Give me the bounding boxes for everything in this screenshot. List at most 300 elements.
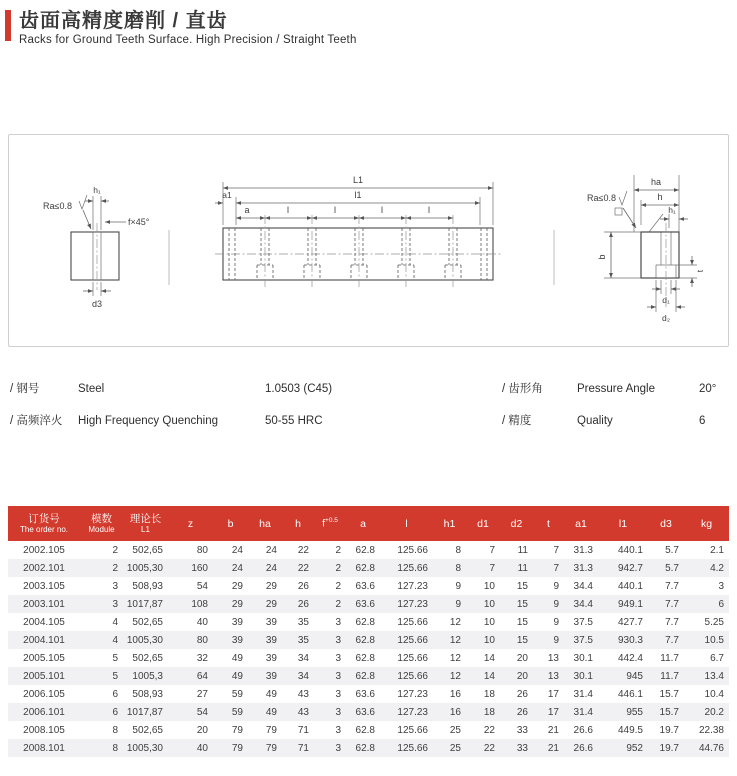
table-cell: 22 [483, 742, 495, 754]
dim-label-l-1: l [287, 205, 289, 215]
table-cell: 6 [112, 688, 118, 700]
table-cell: 49 [265, 706, 277, 718]
table-cell: 20 [516, 670, 528, 682]
table-cell: 37.5 [573, 616, 593, 628]
table-header [8, 506, 729, 541]
table-cell: 17 [547, 706, 559, 718]
table-cell: 40 [196, 616, 208, 628]
table-cell: 442.4 [617, 652, 643, 664]
table-cell: 125.66 [397, 634, 428, 646]
table-cell: 24 [231, 544, 243, 556]
table-cell: 6.7 [710, 652, 724, 664]
spec-value-steel: 1.0503 (C45) [265, 383, 333, 395]
table-cell: 8 [112, 742, 118, 754]
table-row [8, 703, 729, 721]
table-cell: 127.23 [397, 598, 428, 610]
table-cell: 4.2 [710, 562, 724, 574]
table-cell: 11.7 [660, 670, 679, 682]
table-cell: 16 [449, 688, 461, 700]
red-accent-bar [5, 10, 11, 41]
table-cell: 32 [196, 652, 208, 664]
table-cell: 125.66 [397, 616, 428, 628]
table-cell: 3 [335, 706, 341, 718]
table-cell: 26 [297, 580, 309, 592]
page-subtitle: Racks for Ground Teeth Surface. High Precision / Straight Teeth [19, 34, 357, 46]
table-cell: 63.6 [355, 706, 375, 718]
table-cell: 125.66 [397, 544, 428, 556]
table-cell: 39 [265, 652, 277, 664]
table-cell: 2 [112, 562, 118, 574]
table-cell: 71 [297, 742, 309, 754]
table-cell: 12 [449, 616, 461, 628]
table-cell: 2003.105 [23, 580, 65, 592]
table-cell: 39 [265, 616, 277, 628]
right-section-view [587, 175, 705, 323]
spec-label-quality: / 精度 [502, 415, 532, 427]
table-cell: 5 [112, 670, 118, 682]
column-header: l1 [598, 506, 648, 541]
table-cell: 1005,30 [126, 742, 163, 754]
table-cell: 59 [231, 706, 243, 718]
table-cell: 2002.101 [23, 562, 65, 574]
table-cell: 127.23 [397, 688, 428, 700]
table-cell: 1005,30 [126, 562, 163, 574]
table-cell: 12 [449, 652, 461, 664]
table-cell: 9 [553, 598, 559, 610]
table-cell: 43 [297, 688, 309, 700]
table-row [8, 631, 729, 649]
table-cell: 125.66 [397, 742, 428, 754]
dim-label-a: a [244, 205, 250, 215]
table-cell: 3 [335, 652, 341, 664]
table-cell: 5.25 [704, 616, 724, 628]
table-cell: 9 [553, 634, 559, 646]
table-cell: 33 [516, 724, 528, 736]
dim-label-h: h [657, 192, 663, 202]
table-cell: 30.1 [573, 652, 593, 664]
table-row [8, 667, 729, 685]
table-cell: 8 [455, 544, 461, 556]
table-cell: 20 [196, 724, 208, 736]
table-cell: 4 [112, 616, 118, 628]
column-header: d3 [648, 506, 684, 541]
table-cell: 24 [265, 544, 277, 556]
table-cell: 37.5 [573, 634, 593, 646]
table-cell: 33 [516, 742, 528, 754]
table-cell: 21 [547, 742, 559, 754]
column-header: a1 [564, 506, 598, 541]
spec-row-steel [10, 380, 502, 396]
table-cell: 3 [335, 634, 341, 646]
column-header: 理论长 L1 [123, 506, 168, 541]
table-cell: 3 [718, 580, 724, 592]
table-cell: 508,93 [132, 580, 163, 592]
table-cell: 4 [112, 634, 118, 646]
table-cell: 20 [516, 652, 528, 664]
spec-name-pressure-angle: Pressure Angle [577, 383, 655, 395]
table-cell: 63.6 [355, 688, 375, 700]
table-cell: 15 [516, 598, 528, 610]
spec-name-steel: Steel [78, 383, 105, 395]
table-cell: 2 [335, 598, 341, 610]
spec-row-quenching [10, 412, 502, 428]
spec-name-quenching: High Frequency Quenching [78, 415, 218, 427]
table-cell: 427.7 [617, 616, 643, 628]
table-cell: 21 [547, 724, 559, 736]
table-cell: 22.38 [698, 724, 724, 736]
table-cell: 125.66 [397, 724, 428, 736]
column-header: $f^{+0.5}$ [314, 506, 346, 541]
table-cell: 2004.101 [23, 634, 65, 646]
table-cell: 2003.101 [23, 598, 65, 610]
center-front-view [215, 175, 501, 287]
table-cell: 29 [265, 580, 277, 592]
column-header: h1 [433, 506, 466, 541]
table-cell: 12 [449, 670, 461, 682]
table-cell: 9 [455, 598, 461, 610]
table-cell: 440.1 [617, 580, 643, 592]
table-cell: 125.66 [397, 652, 428, 664]
counterbore-holes [257, 215, 461, 287]
table-cell: 125.66 [397, 670, 428, 682]
table-cell: 20.2 [704, 706, 724, 718]
table-cell: 14 [483, 670, 495, 682]
column-header: z [168, 506, 213, 541]
table-cell: 18 [483, 688, 495, 700]
table-cell: 502,65 [132, 616, 163, 628]
table-cell: 19.7 [659, 742, 679, 754]
table-cell: 952 [626, 742, 643, 754]
specs-left-column [10, 380, 502, 444]
table-cell: 31.4 [573, 706, 593, 718]
table-cell: 3 [335, 670, 341, 682]
table-cell: 945 [626, 670, 643, 682]
table-cell: 949.1 [617, 598, 643, 610]
table-cell: 34.4 [573, 580, 593, 592]
table-cell: 3 [335, 742, 341, 754]
table-cell: 3 [112, 580, 118, 592]
table-cell: 10 [483, 616, 495, 628]
table-cell: 10.5 [704, 634, 724, 646]
column-header: 模数 Module [80, 506, 123, 541]
table-cell: 62.8 [355, 742, 375, 754]
dim-label-l-2: l [334, 205, 336, 215]
spec-name-quality: Quality [577, 415, 613, 427]
table-row [8, 721, 729, 739]
table-cell: 10 [483, 634, 495, 646]
table-cell: 15 [516, 616, 528, 628]
dim-label-L1: L1 [352, 175, 364, 185]
table-cell: 7.7 [665, 616, 679, 628]
table-row [8, 577, 729, 595]
table-cell: 15 [516, 634, 528, 646]
table-cell: 508,93 [132, 688, 163, 700]
table-cell: 5.7 [665, 562, 679, 574]
table-cell: 2 [335, 544, 341, 556]
table-cell: 2005.105 [23, 652, 65, 664]
table-cell: 446.1 [617, 688, 643, 700]
table-cell: 2004.105 [23, 616, 65, 628]
dim-label-d2: d₂ [661, 313, 671, 323]
table-cell: 2008.105 [23, 724, 65, 736]
table-cell: 11.7 [660, 652, 679, 664]
table-cell: 160 [191, 562, 208, 574]
table-cell: 80 [196, 544, 208, 556]
column-header: a [346, 506, 380, 541]
table-cell: 26 [516, 688, 528, 700]
table-cell: 942.7 [617, 562, 643, 574]
table-cell: 62.8 [355, 670, 375, 682]
table-cell: 2008.101 [23, 742, 65, 754]
table-cell: 49 [265, 688, 277, 700]
table-cell: 11 [517, 562, 528, 574]
table-row [8, 649, 729, 667]
spec-row-pressure-angle [502, 380, 729, 396]
table-cell: 39 [231, 634, 243, 646]
table-row [8, 595, 729, 613]
table-cell: 7 [553, 544, 559, 556]
table-cell: 35 [297, 634, 309, 646]
surface-finish-label-right: Ra≤0.8 [587, 193, 616, 203]
table-cell: 29 [231, 580, 243, 592]
table-cell: 2.1 [710, 544, 724, 556]
table-row [8, 541, 729, 559]
table-cell: 24 [231, 562, 243, 574]
table-cell: 1017,87 [126, 706, 163, 718]
table-cell: 3 [335, 616, 341, 628]
table-cell: 15 [516, 580, 528, 592]
table-cell: 62.8 [355, 562, 375, 574]
table-cell: 13.4 [704, 670, 724, 682]
dim-label-b: b [597, 254, 607, 260]
table-cell: 29 [231, 598, 243, 610]
table-cell: 22 [297, 544, 309, 556]
table-cell: 62.8 [355, 634, 375, 646]
table-cell: 7.7 [665, 634, 679, 646]
table-row [8, 559, 729, 577]
table-cell: 30.1 [573, 670, 593, 682]
table-cell: 63.6 [355, 580, 375, 592]
table-row [8, 613, 729, 631]
table-cell: 17 [547, 688, 559, 700]
table-cell: 9 [455, 580, 461, 592]
table-cell: 8 [455, 562, 461, 574]
table-cell: 24 [265, 562, 277, 574]
table-cell: 79 [231, 742, 243, 754]
table-cell: 7 [489, 562, 495, 574]
table-cell: 2 [335, 562, 341, 574]
table-cell: 35 [297, 616, 309, 628]
table-cell: 2005.101 [23, 670, 65, 682]
table-cell: 5 [112, 652, 118, 664]
table-cell: 8 [112, 724, 118, 736]
table-cell: 6 [112, 706, 118, 718]
table-cell: 16 [449, 706, 461, 718]
table-cell: 62.8 [355, 544, 375, 556]
page-title: 齿面高精度磨削 / 直齿 [19, 10, 228, 32]
table-cell: 26.6 [573, 742, 593, 754]
table-row [8, 685, 729, 703]
table-cell: 13 [547, 652, 559, 664]
table-cell: 502,65 [132, 724, 163, 736]
table-cell: 34 [297, 652, 309, 664]
column-header: t [533, 506, 564, 541]
table-header-row [8, 506, 729, 541]
table-cell: 43 [297, 706, 309, 718]
table-cell: 54 [196, 580, 208, 592]
table-cell: 26 [516, 706, 528, 718]
table-cell: 39 [265, 634, 277, 646]
table-cell: 40 [196, 742, 208, 754]
table-cell: 31.3 [573, 562, 593, 574]
table-cell: 1017,87 [126, 598, 163, 610]
technical-drawing-panel [8, 134, 729, 347]
table-cell: 79 [265, 724, 277, 736]
table-cell: 49 [231, 652, 243, 664]
dim-label-h1-right: h₁ [668, 205, 676, 215]
table-cell: 39 [231, 616, 243, 628]
table-cell: 440.1 [617, 544, 643, 556]
table-cell: 62.8 [355, 652, 375, 664]
spec-label-quenching: / 高频淬火 [10, 415, 63, 427]
column-header: h [282, 506, 314, 541]
table-cell: 449.5 [617, 724, 643, 736]
table-cell: 34.4 [573, 598, 593, 610]
column-header: kg [684, 506, 729, 541]
table-cell: 3 [335, 724, 341, 736]
table-cell: 2006.105 [23, 688, 65, 700]
dim-label-ha: ha [650, 177, 662, 187]
table-cell: 125.66 [397, 562, 428, 574]
spec-label-steel: / 钢号 [10, 383, 40, 395]
table-cell: 71 [297, 724, 309, 736]
table-cell: 5.7 [665, 544, 679, 556]
chamfer-label: f×45° [128, 217, 150, 227]
table-cell: 27 [196, 688, 208, 700]
table-cell: 39 [265, 670, 277, 682]
table-cell: 29 [265, 598, 277, 610]
table-cell: 3 [335, 688, 341, 700]
dim-label-d1: d₁ [662, 295, 670, 305]
table-cell: 79 [231, 724, 243, 736]
table-cell: 2006.101 [23, 706, 65, 718]
table-cell: 64 [196, 670, 208, 682]
column-header: d2 [500, 506, 533, 541]
table-cell: 15.7 [659, 688, 679, 700]
table-cell: 31.3 [573, 544, 593, 556]
table-cell: 955 [626, 706, 643, 718]
table-cell: 1005,3 [132, 670, 163, 682]
spec-value-pressure-angle: 20° [699, 383, 717, 395]
table-cell: 2 [112, 544, 118, 556]
spec-value-quality: 6 [699, 415, 706, 427]
dim-label-a1-center: a1 [222, 190, 232, 200]
table-cell: 22 [297, 562, 309, 574]
table-cell: 9 [553, 580, 559, 592]
table-row [8, 739, 729, 757]
table-cell: 502,65 [132, 652, 163, 664]
table-cell: 7.7 [665, 598, 679, 610]
table-cell: 34 [297, 670, 309, 682]
table-cell: 44.76 [698, 742, 724, 754]
table-cell: 62.8 [355, 616, 375, 628]
table-cell: 25 [449, 742, 461, 754]
dim-label-l-4: l [428, 205, 430, 215]
table-cell: 9 [553, 616, 559, 628]
table-cell: 2002.105 [23, 544, 65, 556]
column-header: 订货号 The order no. [8, 506, 80, 541]
table-cell: 127.23 [397, 580, 428, 592]
table-cell: 25 [449, 724, 461, 736]
table-cell: 14 [483, 652, 495, 664]
table-cell: 15.7 [659, 706, 679, 718]
dimension-table [8, 506, 729, 757]
page-header [0, 0, 737, 46]
left-section-view [43, 185, 150, 309]
table-cell: 1005,30 [126, 634, 163, 646]
table-cell: 127.23 [397, 706, 428, 718]
table-cell: 26.6 [573, 724, 593, 736]
table-cell: 19.7 [659, 724, 679, 736]
column-header: b [213, 506, 248, 541]
table-cell: 26 [297, 598, 309, 610]
table-cell: 12 [449, 634, 461, 646]
surface-finish-label-left: Ra≤0.8 [43, 201, 72, 211]
dim-label-l-3: l [381, 205, 383, 215]
table-cell: 7 [489, 544, 495, 556]
table-cell: 502,65 [132, 544, 163, 556]
table-cell: 2 [335, 580, 341, 592]
table-cell: 10 [483, 598, 495, 610]
table-cell: 18 [483, 706, 495, 718]
spec-value-quenching: 50-55 HRC [265, 415, 323, 427]
table-cell: 54 [196, 706, 208, 718]
table-cell: 49 [231, 670, 243, 682]
dim-label-t: t [695, 269, 705, 273]
column-header: d1 [466, 506, 500, 541]
table-cell: 31.4 [573, 688, 593, 700]
specs-right-column [502, 380, 729, 444]
rack-drawing [9, 135, 728, 346]
table-cell: 79 [265, 742, 277, 754]
title-block [19, 10, 357, 46]
table-cell: 930.3 [617, 634, 643, 646]
spec-row-quality [502, 412, 729, 428]
table-cell: 80 [196, 634, 208, 646]
table-cell: 108 [191, 598, 208, 610]
specs-section [10, 380, 729, 444]
dim-label-d3: d3 [91, 299, 103, 309]
table-cell: 22 [483, 724, 495, 736]
table-cell: 6 [718, 598, 724, 610]
column-header: l [380, 506, 433, 541]
table-cell: 10.4 [704, 688, 724, 700]
table-cell: 10 [483, 580, 495, 592]
column-header: ha [248, 506, 282, 541]
table-cell: 7.7 [665, 580, 679, 592]
spec-label-pressure-angle: / 齿形角 [502, 383, 543, 395]
table-cell: 59 [231, 688, 243, 700]
table-cell: 13 [547, 670, 559, 682]
dim-label-h1-left: h₁ [93, 185, 101, 195]
table-cell: 63.6 [355, 598, 375, 610]
table-cell: 3 [112, 598, 118, 610]
dim-label-l1-center: l1 [354, 190, 362, 200]
table-cell: 7 [553, 562, 559, 574]
table-cell: 11 [517, 544, 528, 556]
table-cell: 62.8 [355, 724, 375, 736]
table-body [8, 541, 729, 757]
